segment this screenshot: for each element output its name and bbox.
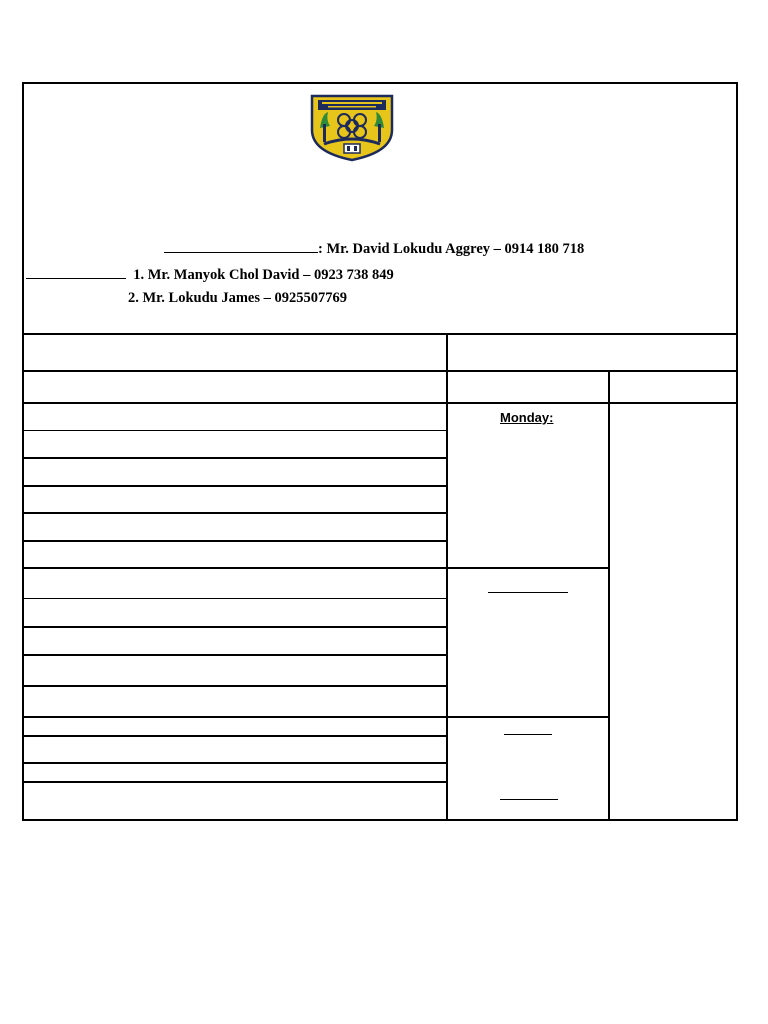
blank-field — [164, 238, 318, 253]
table-row-divider — [24, 370, 736, 372]
table-row-divider — [24, 762, 446, 764]
table-row-divider — [24, 457, 446, 459]
table-row-divider — [24, 512, 446, 514]
blank-field — [26, 264, 126, 279]
table-row-divider — [24, 654, 446, 656]
table-row-divider — [24, 567, 608, 569]
table-row-divider — [24, 626, 446, 628]
table-top-border — [24, 333, 736, 335]
contact-text: 2. Mr. Lokudu James – 0925507769 — [128, 290, 348, 306]
table-row-divider — [24, 430, 446, 431]
contact-line-3 — [128, 289, 347, 307]
table-column-divider — [446, 333, 448, 819]
table-column-divider — [608, 370, 610, 819]
document-header — [24, 84, 736, 334]
table-row-divider — [24, 485, 446, 487]
university-crest-logo — [306, 90, 398, 162]
contact-line-1 — [164, 238, 584, 258]
contact-text: : Mr. David Lokudu Aggrey – 0914 180 718 — [318, 241, 585, 257]
table-row-divider — [24, 716, 608, 718]
table-row-divider — [24, 598, 446, 599]
contact-line-2 — [26, 264, 394, 284]
table-row-divider — [24, 402, 736, 404]
table-row-divider — [24, 685, 446, 687]
blank-underline — [504, 734, 552, 735]
day-label-monday: Monday: — [500, 410, 554, 425]
contact-text: 1. Mr. Manyok Chol David – 0923 738 849 — [133, 267, 394, 283]
blank-underline — [500, 799, 558, 800]
table-row-divider — [24, 540, 446, 542]
document-frame — [22, 82, 738, 821]
blank-underline — [488, 592, 568, 593]
table-row-divider — [24, 735, 446, 737]
table-row-divider — [24, 781, 446, 783]
